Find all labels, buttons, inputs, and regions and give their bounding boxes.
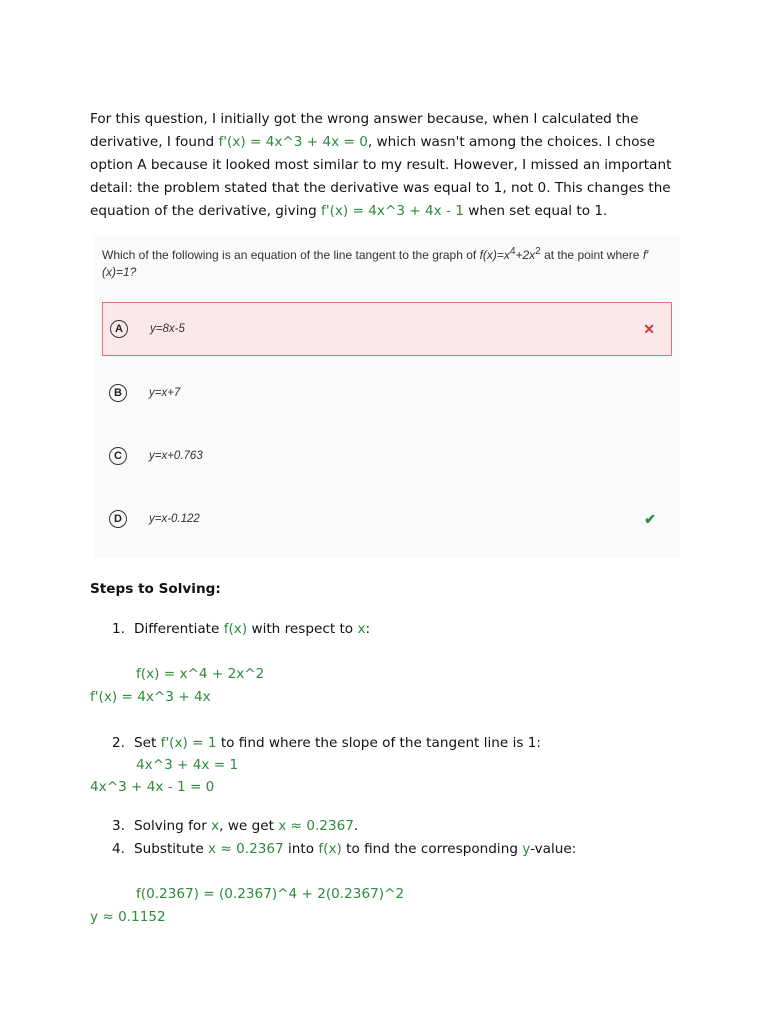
step-1 <box>112 620 370 638</box>
step-2-text-a: Set <box>134 735 161 751</box>
step-2-equation-2: 4x^3 + 4x - 1 = 0 <box>90 779 215 795</box>
question-fprime: f′(x)=1? <box>102 248 649 279</box>
intro-text-3: when set equal to 1. <box>463 203 608 219</box>
intro-paragraph <box>90 108 680 223</box>
option-a[interactable] <box>102 302 672 356</box>
option-a-text: y=8x-5 <box>150 323 185 335</box>
step-3-text-c: . <box>353 818 359 834</box>
step-3-text-a: Solving for <box>134 818 212 834</box>
option-d-letter-icon: D <box>109 510 127 528</box>
intro-equation-2: f'(x) = 4x^3 + 4x - 1 <box>321 203 464 219</box>
option-b-text: y=x+7 <box>149 387 181 399</box>
intro-equation-1: f'(x) = 4x^3 + 4x = 0 <box>218 134 368 150</box>
step-3-text-b: , we get <box>219 818 279 834</box>
option-c-text: y=x+0.763 <box>149 450 203 462</box>
steps-heading: Steps to Solving: <box>90 581 221 597</box>
step-4-y: y <box>522 841 531 857</box>
intro-text-2: , which wasn't among the choices. I chose option A because it looked most similar to my result. However, I missed an important detail: the problem stated that the derivative was equal to 1, not 0. This changes the equation of the derivative, giving <box>90 134 672 219</box>
step-2-equation-1: 4x^3 + 4x = 1 <box>136 757 239 773</box>
option-b-letter-icon: B <box>109 384 127 402</box>
step-4-text-d: -value: <box>530 841 577 857</box>
step-4-text-a: Substitute <box>134 841 209 857</box>
intro-text-1: For this question, I initially got the wrong answer because, when I calculated the derivative, I found <box>90 111 639 150</box>
step-3 <box>112 817 358 835</box>
step-4-fx: f(x) <box>318 841 342 857</box>
question-text-1: Which of the following is an equation of the line tangent to the graph of <box>102 248 480 262</box>
step-2-number: 2. <box>112 735 125 751</box>
option-b[interactable] <box>102 366 672 420</box>
step-2 <box>112 734 541 752</box>
question-text-2: at the point where <box>540 248 643 262</box>
step-3-x: x <box>211 818 220 834</box>
step-4-text-b: into <box>283 841 319 857</box>
step-1-equation-2: f'(x) = 4x^3 + 4x <box>90 689 211 705</box>
wrong-x-icon: ✕ <box>643 320 655 337</box>
step-3-value: x ≈ 0.2367 <box>278 818 354 834</box>
step-2-text-b: to find where the slope of the tangent line is 1: <box>216 735 541 751</box>
step-4-equation-2: y ≈ 0.1152 <box>90 909 166 925</box>
step-1-text-b: with respect to <box>247 621 358 637</box>
option-d-text: y=x-0.122 <box>149 513 200 525</box>
question-exponent-4: 4 <box>509 246 516 257</box>
question-fx: f(x)=x <box>479 248 510 262</box>
step-3-number: 3. <box>112 818 125 834</box>
step-1-text-a: Differentiate <box>134 621 224 637</box>
step-1-text-c: : <box>365 621 371 637</box>
option-a-letter-icon: A <box>110 320 128 338</box>
step-1-equation-1: f(x) = x^4 + 2x^2 <box>136 666 265 682</box>
question-plus-term: +2x <box>515 248 536 262</box>
step-4-value: x ≈ 0.2367 <box>208 841 284 857</box>
step-4-equation-1: f(0.2367) = (0.2367)^4 + 2(0.2367)^2 <box>136 886 405 902</box>
question-exponent-2: 2 <box>535 246 541 257</box>
option-d[interactable] <box>102 492 672 546</box>
option-c-letter-icon: C <box>109 447 127 465</box>
step-2-equation-inline: f'(x) = 1 <box>160 735 217 751</box>
step-4-number: 4. <box>112 841 125 857</box>
quiz-screenshot <box>94 236 680 558</box>
step-1-fx: f(x) <box>223 621 248 637</box>
option-c[interactable] <box>102 429 672 483</box>
step-4-text-c: to find the corresponding <box>341 841 523 857</box>
correct-check-icon: ✔ <box>644 510 656 527</box>
step-4 <box>112 840 576 858</box>
step-1-x: x <box>357 621 366 637</box>
quiz-question <box>102 243 662 281</box>
step-1-number: 1. <box>112 621 125 637</box>
